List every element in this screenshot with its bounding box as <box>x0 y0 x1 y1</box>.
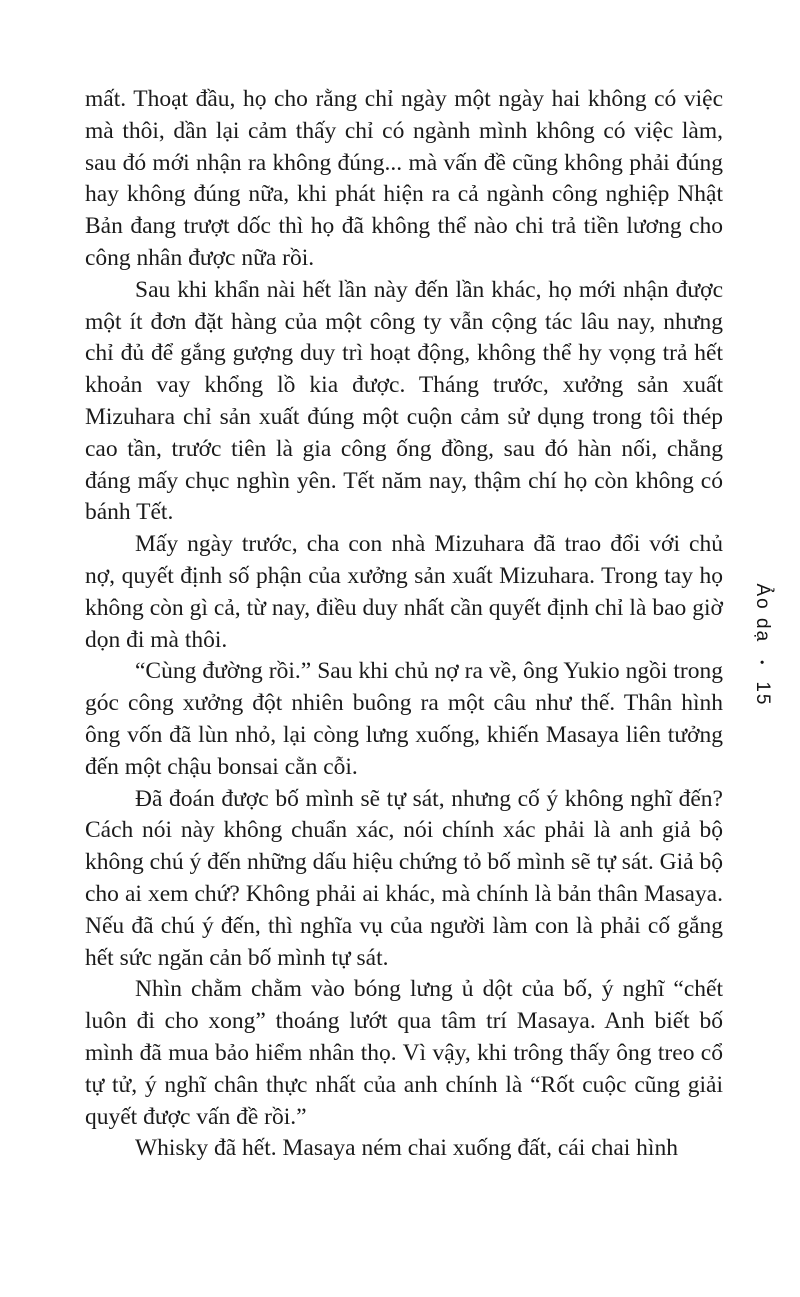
paragraph: Sau khi khẩn nài hết lần này đến lần khác, họ mới nhận được một ít đơn đặt hàng của một công ty vẫn cộng tác lâu nay, nhưng chỉ đủ để gắng gượng duy trì hoạt động, không thể hy vọng trả hết khoản vay khổng lồ kia được. Tháng trước, xưởng sản xuất Mizuhara chỉ sản xuất đúng một cuộn cảm sử dụng trong tôi thép cao tần, trước tiên là gia công ống đồng, sau đó hàn nối, chẳng đáng mấy chục nghìn yên. Tết năm nay, thậm chí họ còn không có bánh Tết. <box>85 276 723 526</box>
paragraph: mất. Thoạt đầu, họ cho rằng chỉ ngày một ngày hai không có việc mà thôi, dần lại cảm thấy chỉ có ngành mình không có việc làm, sau đó mới nhận ra không đúng... mà vấn đề cũng không phải đúng hay không đúng nữa, khi phát hiện ra cả ngành công nghiệp Nhật Bản đang trượt dốc thì họ đã không thể nào chi trả tiền lương cho công nhân được nữa rồi. <box>85 86 723 271</box>
page-number: 15 <box>752 681 773 707</box>
paragraph: Đã đoán được bố mình sẽ tự sát, nhưng cố ý không nghĩ đến? Cách nói này không chuẩn xác, nói chính xác phải là anh giả bộ không chú ý đến những dấu hiệu chứng tỏ bố mình sẽ tự sát. Giả bộ cho ai xem chứ? Không phải ai khác, mà chính là bản thân Masaya. Nếu đã chú ý đến, thì nghĩa vụ của người làm con là phải cố gắng hết sức ngăn cản bố mình tự sát. <box>85 785 723 971</box>
separator-dot-icon: • <box>755 660 769 665</box>
paragraph: Whisky đã hết. Masaya ném chai xuống đất, cái chai hình <box>135 1135 678 1162</box>
paragraph: Mấy ngày trước, cha con nhà Mizuhara đã trao đổi với chủ nợ, quyết định số phận của xưởng sản xuất Mizuhara. Trong tay họ không còn gì cả, từ nay, điều duy nhất cần quyết định chỉ là bao giờ dọn đi mà thôi. <box>85 531 723 653</box>
body-text <box>85 84 723 1165</box>
book-title: Ảo dạ <box>752 583 773 644</box>
paragraph: Nhìn chằm chằm vào bóng lưng ủ dột của bố, ý nghĩ “chết luôn đi cho xong” thoáng lướt qua tâm trí Masaya. Anh biết bố mình đã mua bảo hiểm nhân thọ. Vì vậy, khi trông thấy ông treo cổ tự tử, ý nghĩ chân thực nhất của anh chính là “Rốt cuộc cũng giải quyết được vấn đề rồi.” <box>85 976 723 1130</box>
paragraph: “Cùng đường rồi.” Sau khi chủ nợ ra về, ông Yukio ngồi trong góc công xưởng đột nhiên buông ra một câu như thế. Thân hình ông vốn đã lùn nhỏ, lại còng lưng xuống, khiến Masaya liên tưởng đến một chậu bonsai cằn cỗi. <box>85 658 723 780</box>
running-margin-label <box>751 584 773 707</box>
